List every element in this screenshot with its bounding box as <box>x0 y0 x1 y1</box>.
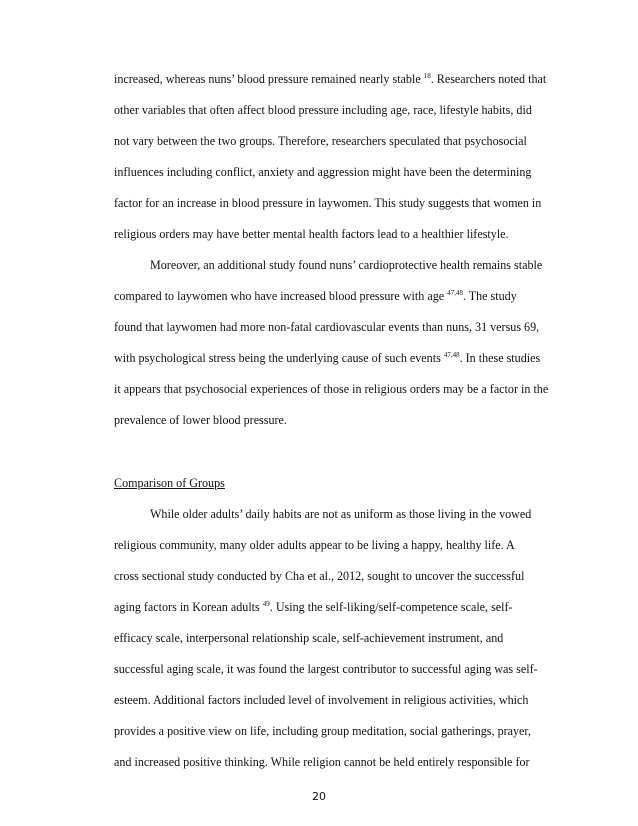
text-run: . Using the self-liking/self-competence scale, self- <box>269 600 513 614</box>
paragraph-2-line-6: prevalence of lower blood pressure. <box>114 413 287 427</box>
paragraph-3-line-4 <box>114 599 554 615</box>
paragraph-2-line-3: found that laywomen had more non-fatal cardiovascular events than nuns, 31 versus 69, <box>114 320 540 334</box>
citation-superscript: 47,48 <box>443 351 460 359</box>
paragraph-1-line-5: factor for an increase in blood pressure in laywomen. This study suggests that women in <box>114 196 542 210</box>
citation-superscript: 18 <box>423 72 431 80</box>
text-run: compared to laywomen who have increased blood pressure with age <box>114 289 448 303</box>
paragraph-3-line-3: cross sectional study conducted by Cha et al., 2012, sought to uncover the successful <box>114 569 525 583</box>
paragraph-1-line-1 <box>114 71 554 87</box>
paragraph-2-line-1: Moreover, an additional study found nuns’ cardioprotective health remains stable <box>150 258 543 272</box>
paragraph-1-line-4: influences including conflict, anxiety and aggression might have been the determining <box>114 165 532 179</box>
text-run: . In these studies <box>459 351 541 365</box>
text-run: . The study <box>462 289 517 303</box>
paragraph-3-line-6: successful aging scale, it was found the largest contributor to successful aging was self- <box>114 662 538 676</box>
paragraph-3-line-9: and increased positive thinking. While religion cannot be held entirely responsible for <box>114 755 530 769</box>
paragraph-3-line-1: While older adults’ daily habits are not as uniform as those living in the vowed <box>150 507 532 521</box>
page-number: 20 <box>312 790 326 803</box>
paragraph-3-line-7: esteem. Additional factors included level of involvement in religious activities, which <box>114 693 529 707</box>
text-run: with psychological stress being the underlying cause of such events <box>114 351 444 365</box>
paragraph-1-line-2: other variables that often affect blood pressure including age, race, lifestyle habits, did <box>114 103 532 117</box>
citation-superscript: 49 <box>262 600 270 608</box>
paragraph-3-line-2: religious community, many older adults appear to be living a happy, healthy life. A <box>114 538 515 552</box>
paragraph-2-line-5: it appears that psychosocial experiences of those in religious orders may be a factor in the <box>114 382 549 396</box>
section-heading: Comparison of Groups <box>114 476 225 490</box>
paragraph-1-line-3: not vary between the two groups. Therefore, researchers speculated that psychosocial <box>114 134 527 148</box>
paragraph-3-line-5: efficacy scale, interpersonal relationship scale, self-achievement instrument, and <box>114 631 504 645</box>
text-run: increased, whereas nuns’ blood pressure remained nearly stable <box>114 72 424 86</box>
paragraph-2-line-2 <box>114 288 554 304</box>
text-run: . Researchers noted that <box>430 72 547 86</box>
text-run: aging factors in Korean adults <box>114 600 263 614</box>
paragraph-3-line-8: provides a positive view on life, including group meditation, social gatherings, prayer, <box>114 724 531 738</box>
citation-superscript: 47,48 <box>447 289 463 297</box>
paragraph-1-line-6: religious orders may have better mental health factors lead to a healthier lifestyle. <box>114 227 509 241</box>
paragraph-2-line-4 <box>114 350 554 366</box>
